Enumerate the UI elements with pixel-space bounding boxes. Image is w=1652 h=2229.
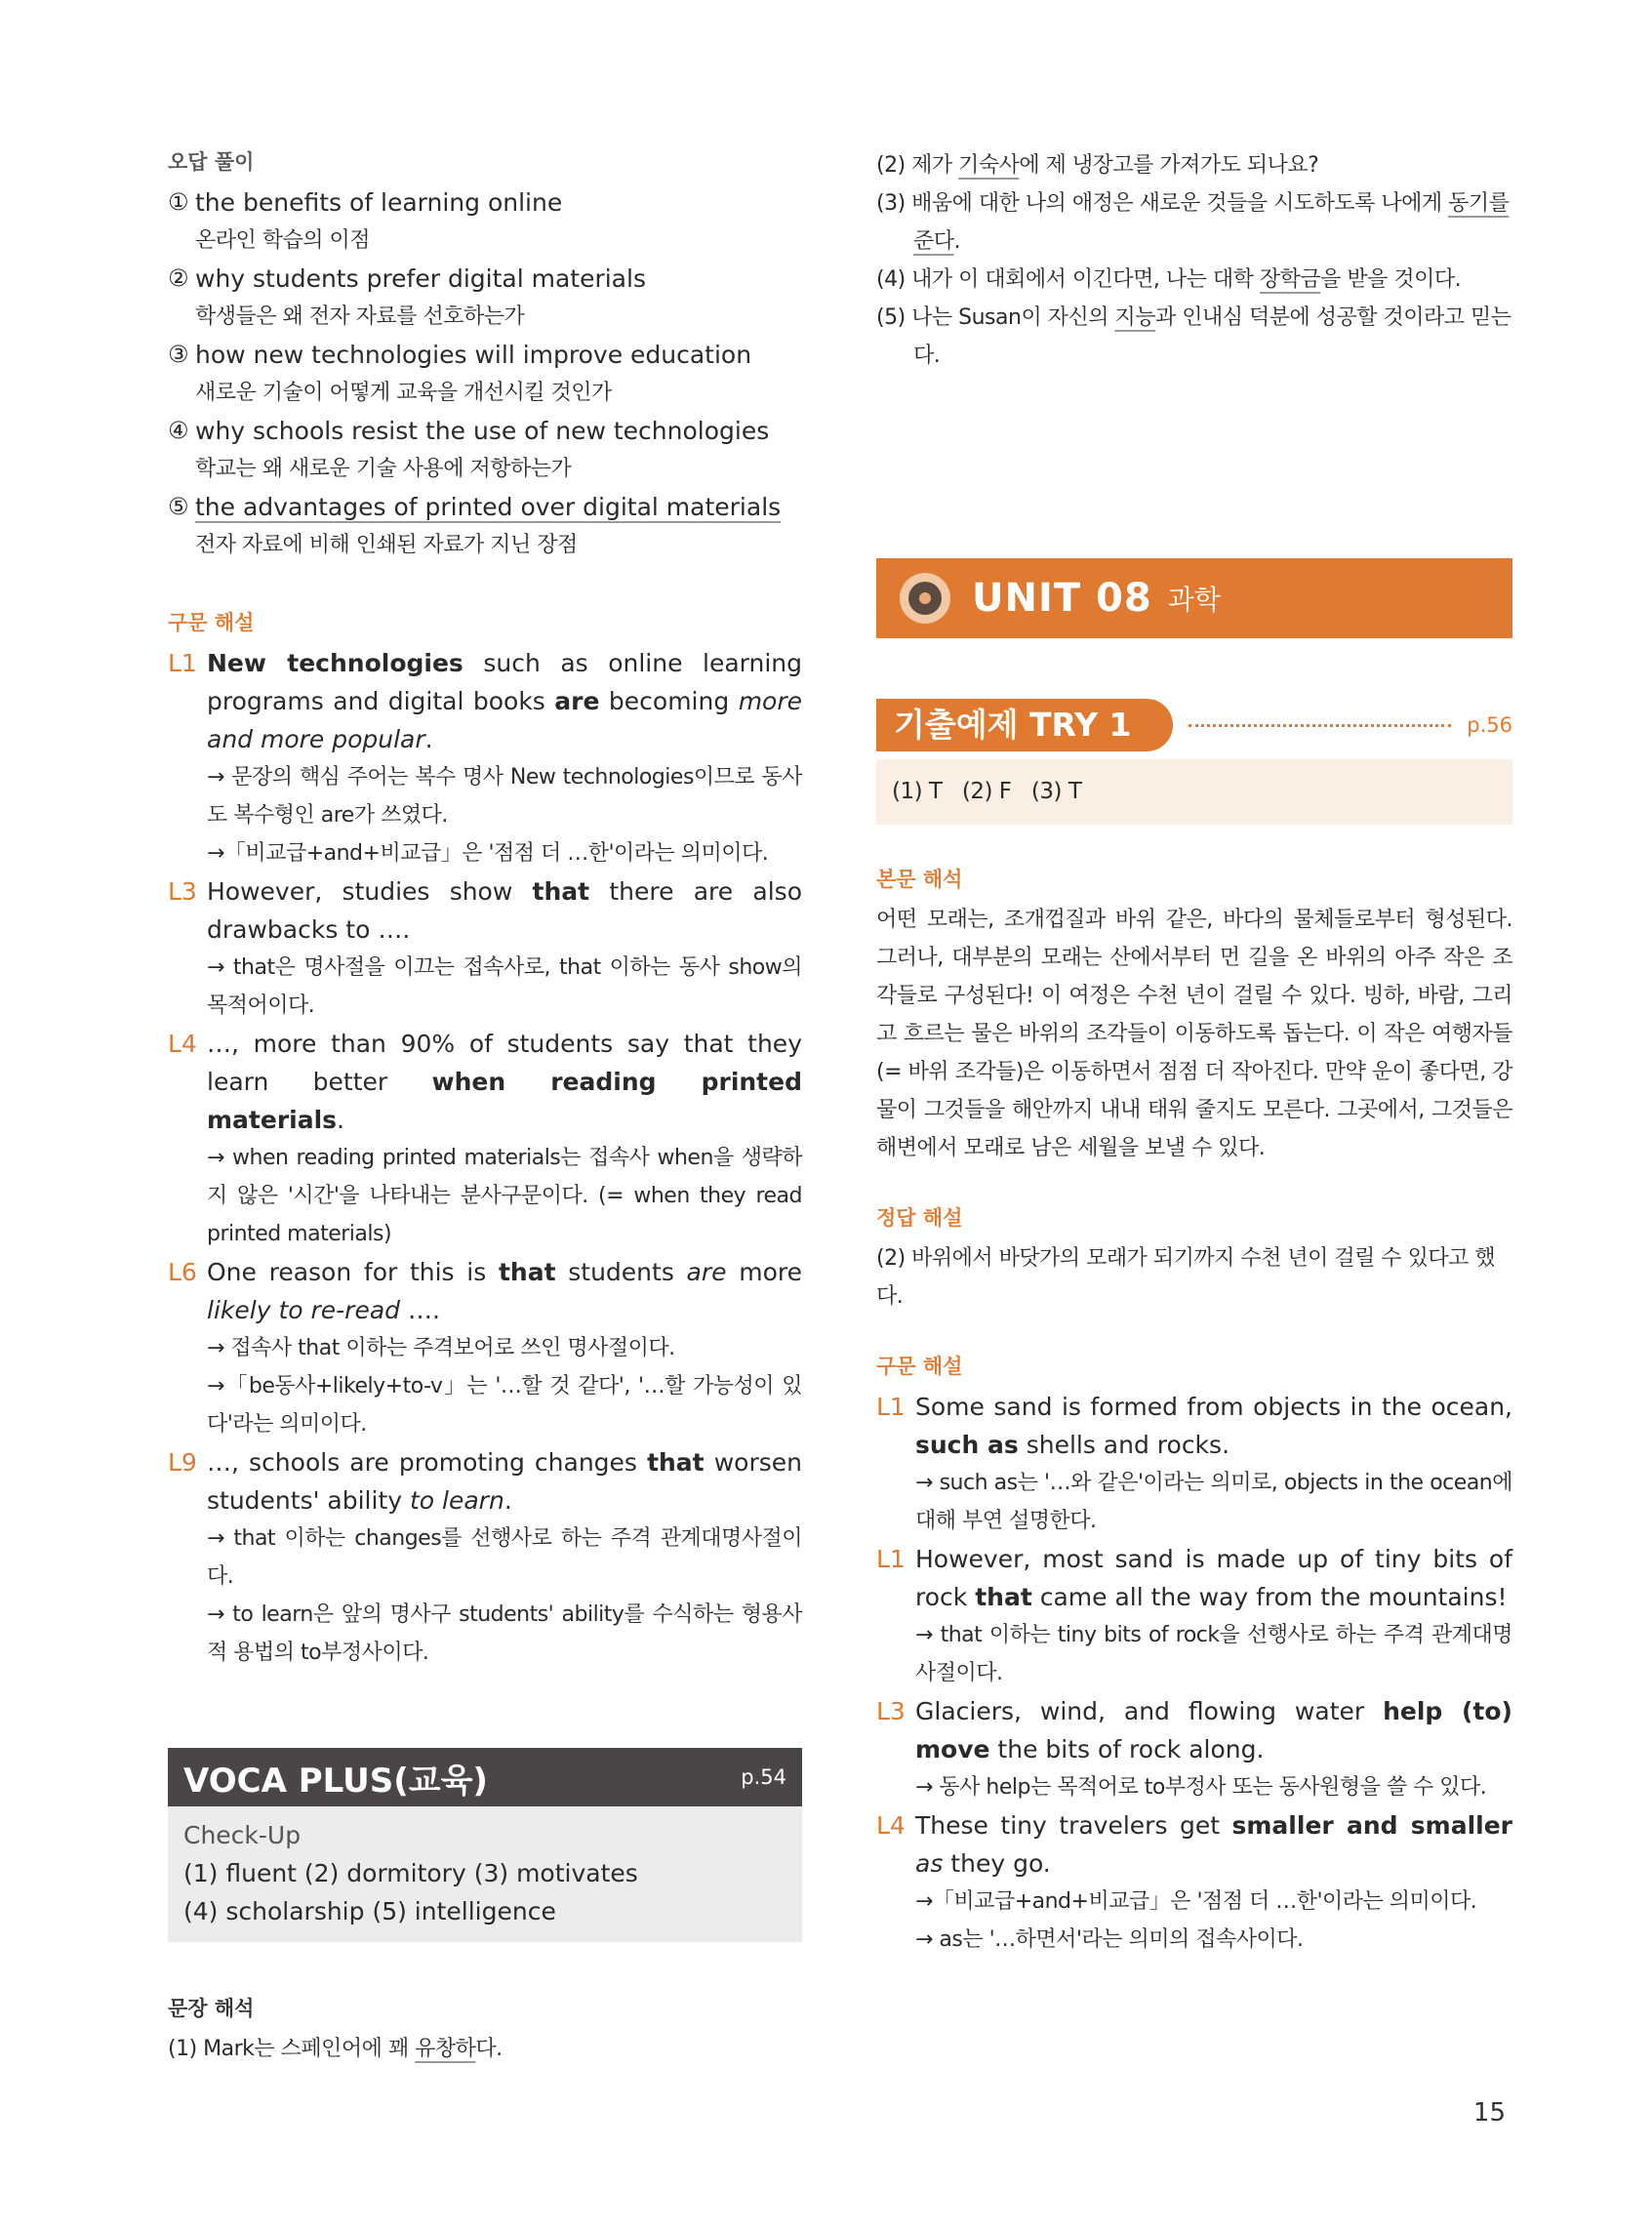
- unit-header: [876, 558, 1512, 638]
- syntax-sentence: …, schools are promoting changes that worsen students' ability to learn.: [207, 1448, 803, 1515]
- body-translation-heading: 본문 해석: [876, 868, 963, 891]
- option-number: ⑤: [168, 493, 189, 520]
- wrong-answers-section: [168, 146, 802, 564]
- option-korean: 전자 자료에 비해 인쇄된 자료가 지닌 장점: [195, 533, 578, 557]
- wrong-answers-heading: 오답 풀이: [168, 150, 255, 174]
- sentence-translation-section: [168, 1993, 802, 2068]
- syntax-entry-L3: [168, 872, 802, 1025]
- translation-1: (1) Mark는 스페인어에 꽤 유창하다.: [168, 2037, 503, 2061]
- voca-plus-section: [168, 1748, 802, 1942]
- line-tag: L1: [876, 1393, 906, 1421]
- translation-2: (2) 제가 기숙사에 제 냉장고를 가져가도 되나요?: [876, 153, 1319, 178]
- voca-checkup-box: [168, 1806, 802, 1942]
- syntax-note: → as는 '…하면서'라는 의미의 접속사이다.: [915, 1927, 1304, 1952]
- syntax-sentence: …, more than 90% of students say that they learn better when reading printed materials.: [207, 1030, 802, 1134]
- syntax-sentence: New technologies such as online learning programs and digital books are becoming more and more popular.: [207, 649, 802, 753]
- left-syntax-section: [168, 607, 802, 1672]
- translation-3: (3) 배움에 대한 나의 애정은 새로운 것들을 시도하도록 나에게 동기를 준다.: [876, 191, 1510, 254]
- answer-explanation-section: [876, 1202, 1512, 1316]
- try-header: [876, 699, 1512, 751]
- syntax-note: →「비교급+and+비교급」은 '점점 더 …한'이라는 의미이다.: [915, 1889, 1477, 1914]
- option-english: how new technologies will improve education: [195, 341, 752, 369]
- option-4: [168, 412, 802, 488]
- right-syntax-section: [876, 1351, 1512, 1959]
- option-number: ②: [168, 264, 189, 292]
- voca-plus-page: p.54: [741, 1765, 786, 1789]
- syntax-sentence: These tiny travelers get smaller and smaller as they go.: [915, 1811, 1512, 1878]
- line-tag: L9: [168, 1448, 197, 1477]
- option-english: why schools resist the use of new technologies: [195, 417, 770, 445]
- translation-5: (5) 나는 Susan이 자신의 지능과 인내심 덕분에 성공할 것이라고 믿는다.: [876, 305, 1511, 368]
- option-korean: 온라인 학습의 이점: [195, 228, 371, 253]
- line-tag: L1: [168, 649, 197, 677]
- translations-continued: [876, 146, 1512, 375]
- option-english: why students prefer digital materials: [195, 264, 646, 293]
- left-column: [168, 146, 802, 2068]
- syntax-note: → 문장의 핵심 주어는 복수 명사 New technologies이므로 동사도 복수형인 are가 쓰였다.: [207, 765, 802, 828]
- syntax-note: → to learn은 앞의 명사구 students' ability를 수식하는 형용사적 용법의 to부정사이다.: [207, 1602, 802, 1665]
- syntax-sentence: However, most sand is made up of tiny bits of rock that came all the way from the mountains!: [915, 1545, 1512, 1611]
- syntax-note: → when reading printed materials는 접속사 when을 생략하지 않은 '시간'을 나타내는 분사구문이다. (= when they read printed materials): [207, 1146, 802, 1246]
- syntax-entry-L4: [168, 1025, 802, 1253]
- voca-plus-header: [168, 1748, 802, 1806]
- syntax-note: → such as는 '…와 같은'이라는 의미로, objects in the ocean에 대해 부연 설명한다.: [915, 1471, 1512, 1533]
- syntax-entry-L1: [168, 644, 802, 872]
- option-number: ③: [168, 341, 189, 368]
- try-answers-box: [876, 759, 1512, 825]
- syntax-note: →「비교급+and+비교급」은 '점점 더 …한'이라는 의미이다.: [207, 841, 769, 866]
- option-number: ④: [168, 417, 189, 444]
- syntax-entry-L9: [168, 1443, 802, 1672]
- line-tag: L3: [168, 877, 197, 906]
- checkup-answers-2: (4) scholarship (5) intelligence: [183, 1897, 556, 1925]
- left-syntax-heading: 구문 해설: [168, 611, 255, 634]
- line-tag: L4: [168, 1030, 197, 1058]
- try-answers: (1) T (2) F (3) T: [892, 779, 1082, 804]
- option-english: the benefits of learning online: [195, 188, 563, 217]
- translation-4: (4) 내가 이 대회에서 이긴다면, 나는 대학 장학금을 받을 것이다.: [876, 267, 1462, 292]
- syntax-note: → that 이하는 tiny bits of rock을 선행사로 하는 주격 관계대명사절이다.: [915, 1623, 1512, 1685]
- syntax-sentence: Glaciers, wind, and flowing water help (to) move the bits of rock along.: [915, 1697, 1512, 1763]
- syntax-entry-L4: [876, 1806, 1512, 1959]
- option-1: [168, 183, 802, 260]
- syntax-entry-L1: [876, 1388, 1512, 1540]
- sentence-translation-heading: 문장 해석: [168, 1997, 255, 2020]
- checkup-label: Check-Up: [183, 1821, 302, 1849]
- unit-subject: 과학: [1167, 584, 1221, 616]
- syntax-note: → 동사 help는 목적어로 to부정사 또는 동사원형을 쓸 수 있다.: [915, 1775, 1487, 1800]
- checkup-answers-1: (1) fluent (2) dormitory (3) motivates: [183, 1859, 638, 1887]
- answer-explanation-heading: 정답 해설: [876, 1206, 963, 1230]
- voca-plus-title: VOCA PLUS(교육): [183, 1761, 488, 1801]
- option-3: [168, 336, 802, 412]
- syntax-note: →「be동사+likely+to-v」는 '…할 것 같다', '…할 가능성이 있다'라는 의미이다.: [207, 1374, 802, 1437]
- right-column: [876, 146, 1512, 1959]
- syntax-sentence: However, studies show that there are also drawbacks to ….: [207, 877, 802, 944]
- option-5: [168, 488, 802, 564]
- syntax-sentence: Some sand is formed from objects in the ocean, such as shells and rocks.: [915, 1393, 1512, 1459]
- unit-title: UNIT 08: [972, 576, 1152, 621]
- syntax-entry-L1: [876, 1540, 1512, 1692]
- disc-icon: [900, 573, 950, 624]
- line-tag: L6: [168, 1258, 197, 1286]
- right-syntax-heading: 구문 해설: [876, 1355, 963, 1378]
- try-page: p.56: [1467, 713, 1512, 737]
- option-2: [168, 260, 802, 336]
- option-korean: 학생들은 왜 전자 자료를 선호하는가: [195, 304, 525, 329]
- body-translation-section: [876, 864, 1512, 1167]
- option-korean: 학교는 왜 새로운 기술 사용에 저항하는가: [195, 457, 572, 481]
- syntax-note: → that 이하는 changes를 선행사로 하는 주격 관계대명사절이다.: [207, 1526, 802, 1589]
- option-number: ①: [168, 188, 189, 216]
- line-tag: L1: [876, 1545, 906, 1573]
- dotted-leader: [1189, 724, 1451, 727]
- syntax-note: → 접속사 that 이하는 주격보어로 쓰인 명사절이다.: [207, 1336, 675, 1360]
- syntax-note: → that은 명사절을 이끄는 접속사로, that 이하는 동사 show의 목적어이다.: [207, 955, 802, 1018]
- page-number: 15: [1472, 2098, 1506, 2128]
- syntax-entry-L3: [876, 1692, 1512, 1806]
- option-korean: 새로운 기술이 어떻게 교육을 개선시킬 것인가: [195, 381, 612, 405]
- body-translation-text: 어떤 모래는, 조개껍질과 바위 같은, 바다의 물체들로부터 형성된다. 그러나, 대부분의 모래는 산에서부터 먼 길을 온 바위의 아주 작은 조각들로 구성된다! 이 여정은 수천 년이 걸릴 수 있다. 빙하, 바람, 그리고 흐르는 물은 바위의 조각들이 이동하도록 돕는다. 이 작은 여행자들(= 바위 조각들)은 이동하면서 점점 더 작아진다. 만약 운이 좋다면, 강물이 그것들을 해안까지 내내 태워 줄지도 모른다. 그곳에서, 그것들은 해변에서 모래로 남은 세월을 보낼 수 있다.: [876, 908, 1512, 1160]
- option-english: the advantages of printed over digital materials: [195, 493, 782, 521]
- line-tag: L3: [876, 1697, 906, 1725]
- answer-explanation-text: (2) 바위에서 바닷가의 모래가 되기까지 수천 년이 걸릴 수 있다고 했다.: [876, 1246, 1496, 1309]
- syntax-entry-L6: [168, 1253, 802, 1443]
- try-label: 기출예제 TRY 1: [876, 699, 1173, 751]
- syntax-sentence: One reason for this is that students are more likely to re-read ….: [207, 1258, 802, 1324]
- line-tag: L4: [876, 1811, 906, 1840]
